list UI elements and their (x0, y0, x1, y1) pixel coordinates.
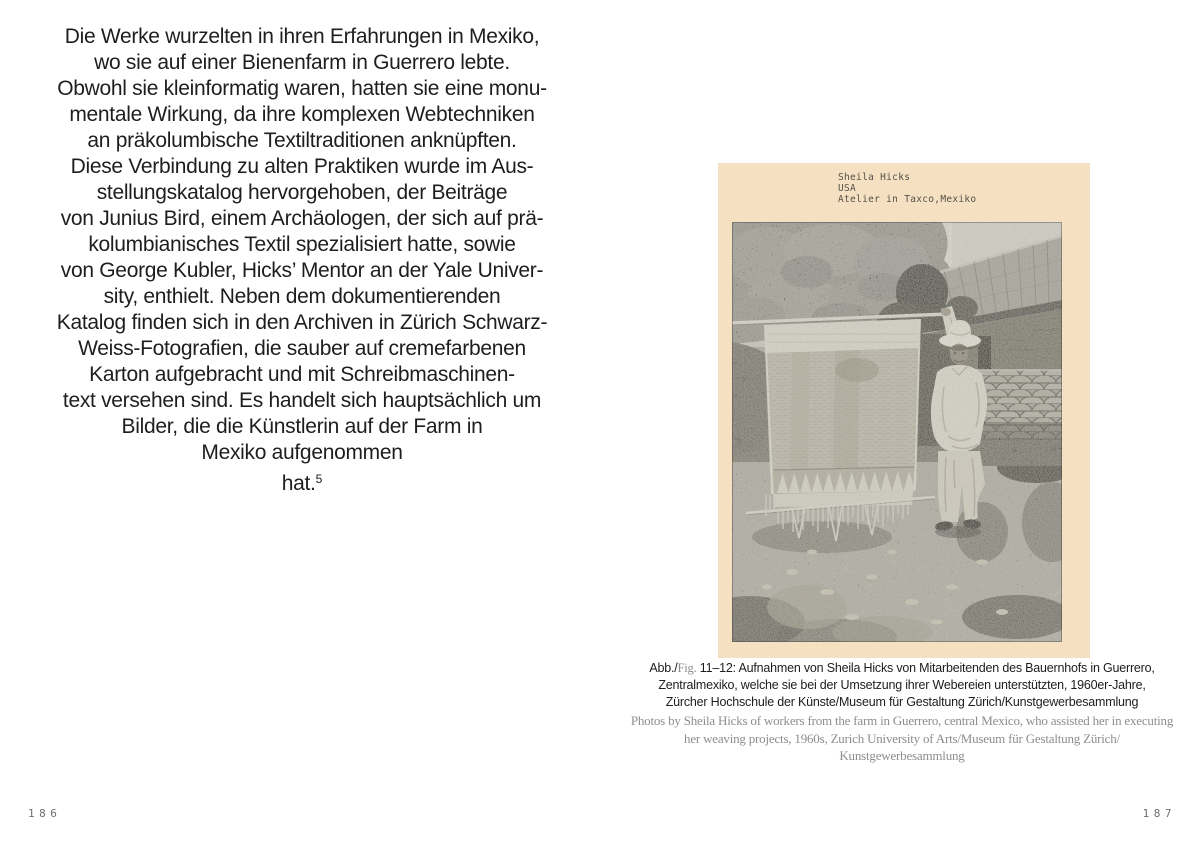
figure-caption (578, 660, 1200, 765)
body-line: Die Werke wurzelten in ihren Erfahrungen in Mexiko, (64, 25, 540, 48)
archival-photo (732, 222, 1062, 642)
caption-german (578, 660, 1200, 711)
typed-label-line1: Sheila Hicks (838, 172, 911, 183)
caption-en-line3: Kunstgewerbesammlung (839, 748, 965, 763)
page-number-right: 187 (1142, 807, 1176, 820)
body-line: Weiss-Fotografien, die sauber auf cremefarbenen (78, 337, 526, 360)
body-line: wo sie auf einer Bienenfarm in Guerrero lebte. (94, 51, 510, 74)
body-line: Bilder, die die Künstlerin auf der Farm in (121, 415, 483, 438)
caption-de-line3: Zürcher Hochschule der Künste/Museum für Gestaltung Zürich/Kunstgewerbesammlung (665, 695, 1139, 709)
body-line: kolumbianisches Textil spezialisiert hatte, sowie (88, 233, 516, 256)
body-line-final-text: hat. (281, 472, 316, 495)
body-line: Karton aufgebracht und mit Schreibmaschinen- (89, 363, 515, 386)
caption-abb-prefix: Abb./ (649, 661, 678, 675)
body-line: Obwohl sie kleinformatig waren, hatten sie eine monu- (57, 77, 547, 100)
body-text-block (10, 24, 594, 497)
caption-de-line1-rest: 11–12: Aufnahmen von Sheila Hicks von Mitarbeitenden des Bauernhofs in Guerrero, (696, 661, 1155, 675)
typed-label (838, 172, 976, 205)
typed-label-line2: USA (838, 183, 857, 194)
body-line: Diese Verbindung zu alten Praktiken wurde im Aus- (70, 155, 534, 178)
photo-card (718, 163, 1090, 658)
body-line: text versehen sind. Es handelt sich hauptsächlich um (62, 389, 542, 412)
body-line: Katalog finden sich in den Archiven in Zürich Schwarz- (56, 311, 548, 334)
body-line: an präkolumbische Textiltraditionen anknüpften. (87, 129, 517, 152)
body-line: von George Kubler, Hicks’ Mentor an der Yale Univer- (60, 259, 544, 282)
body-line: mentale Wirkung, da ihre komplexen Webtechniken (69, 103, 535, 126)
caption-de-line1 (578, 660, 1200, 677)
body-line: von Junius Bird, einem Archäologen, der sich auf prä- (60, 207, 544, 230)
caption-en-line2: her weaving projects, 1960s, Zurich University of Arts/Museum für Gestaltung Zürich/ (684, 730, 1120, 746)
body-line: Mexiko aufgenommen (201, 441, 403, 464)
typed-label-line3: Atelier in Taxco,Mexiko (838, 194, 977, 205)
body-line-final (10, 466, 594, 497)
body-line: stellungskatalog hervorgehoben, der Beiträge (96, 181, 508, 204)
photo-grain (732, 222, 1062, 642)
page-number-left: 186 (28, 807, 62, 820)
caption-en-line1: Photos by Sheila Hicks of workers from the farm in Guerrero, central Mexico, who assisted her in executing (630, 713, 1174, 728)
body-line: sity, enthielt. Neben dem dokumentierenden (103, 285, 501, 308)
footnote-marker: 5 (315, 472, 323, 486)
caption-english (578, 712, 1200, 765)
caption-de-line2: Zentralmexiko, welche sie bei der Umsetzung ihrer Webereien unterstützten, 1960er-Jahre, (658, 678, 1146, 692)
caption-fig-prefix: Fig. (677, 661, 697, 675)
